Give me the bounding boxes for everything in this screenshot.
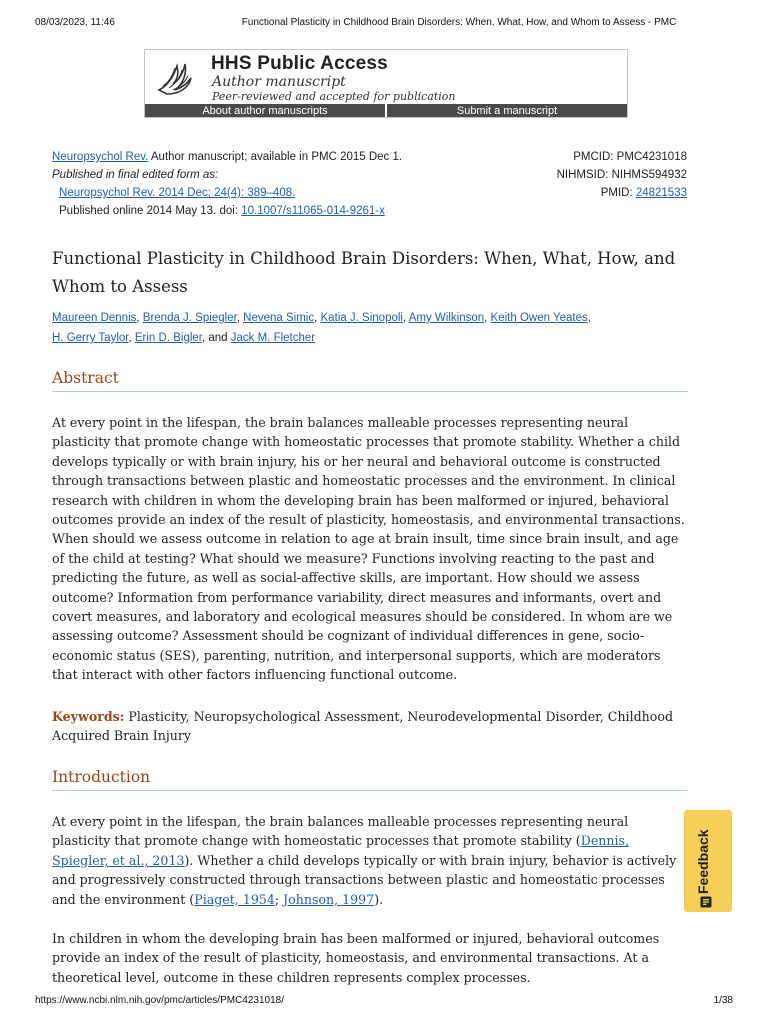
author-link[interactable]: Katia J. Sinopoli [320,312,403,324]
hhs-public-access-banner [144,49,628,118]
banner-link-bar [145,103,627,117]
print-footer [35,995,733,1009]
abstract-heading: Abstract [52,369,688,392]
author-list: Maureen Dennis, Brenda J. Spiegler, Nevena Simic, Katia J. Sinopoli, Amy Wilkinson, Keith Owen Yeates, H. Gerry Taylor, Erin D. Bigler, and Jack M. Fletcher [52,312,591,344]
print-datetime: 08/03/2023, 11:46 [35,17,115,28]
author-link[interactable]: H. Gerry Taylor [52,332,129,344]
keywords-text: Plasticity, Neuropsychological Assessment, Neurodevelopmental Disorder, Childhood Acquired Brain Injury [52,709,674,744]
author-link[interactable]: Erin D. Bigler [134,332,202,344]
article-ids [487,148,687,202]
print-doc-title: Functional Plasticity in Childhood Brain Disorders: When, What, How, and Whom to Assess - PMC [241,17,677,28]
journal-link[interactable]: Neuropsychol Rev. [52,151,149,163]
final-form-link[interactable]: Neuropsychol Rev. 2014 Dec; 24(4): 389–408. [59,187,296,199]
introduction-paragraph-1 [52,812,686,909]
author-link[interactable]: Maureen Dennis [52,312,137,324]
reference-link[interactable]: Piaget, 1954 [194,891,275,907]
author-link[interactable]: Keith Owen Yeates [490,312,588,324]
author-link[interactable]: Amy Wilkinson [408,312,485,324]
reference-link[interactable]: Johnson, 1997 [283,891,375,907]
print-url: https://www.ncbi.nlm.nih.gov/pmc/articles/PMC4231018/ [35,995,284,1006]
pmid-label: PMID: [600,187,636,199]
nihmsid: NIHMSID: NIHMS594932 [556,169,687,181]
print-page-number: 1/38 [713,995,733,1006]
introduction-paragraph-2: In children in whom the developing brain has been malformed or injured, behavioral outcomes provide an index of the result of plasticity, homeostasis, and environmental transactions. At a theoretical level, outcome in these children represents complex processes. [52,931,660,985]
intro-text: At every point in the lifespan, the brain balances malleable processes representing neural plasticity that promote change with homeostatic processes that promote stability ( [52,814,629,849]
final-form-line [52,184,472,202]
hhs-eagle-logo-icon [145,50,205,106]
feedback-label: Feedback [695,829,711,894]
author-link[interactable]: Brenda J. Spiegler [142,312,237,324]
abstract-text: At every point in the lifespan, the brain balances malleable processes representing neural plasticity that promote change with homeostatic processes that promote stability. Whether a child develops typically or with brain injury, his or her neural and behavioral outcome is constructed through transactions between plastic and homeostatic processes and the environment. In clinical research with children in whom the developing brain has been malformed or injured, behavioral outcomes provide an index of the result of plasticity, homeostasis, and environmental transactions. When should we assess outcome in relation to age at brain insult, time since brain insult, and age of the child at testing? What should we measure? Functions involving reacting to the past and predicting the future, as well as social-affective skills, are important. How should we assess outcome? Information from performance variability, direct measures and informants, overt and covert measures, and laboratory and ecological measures should be considered. In whom are we assessing outcome? Assessment should be cognizant of individual differences in gene, socio-economic status (SES), parenting, nutrition, and interpersonal supports, which are moderators that interact with other factors influencing functional outcome. [52,415,685,683]
feedback-button[interactable] [684,810,732,912]
banner-subtitle: Author manuscript [212,74,346,90]
feedback-icon [700,896,712,908]
authors-and: and [208,332,228,344]
submit-manuscript-link[interactable]: Submit a manuscript [456,105,558,117]
banner-tagline: Peer-reviewed and accepted for publication [212,90,456,103]
intro-text: ; [274,891,284,907]
published-online-text: Published online 2014 May 13. doi: [59,205,242,217]
citation-block [52,148,472,220]
article-title: Functional Plasticity in Childhood Brain Disorders: When, What, How, and Whom to Assess [52,249,676,296]
print-header [35,17,733,31]
author-link[interactable]: Jack M. Fletcher [230,332,316,344]
reference-link[interactable]: Dennis, Spiegler, et al., 2013 [52,833,630,868]
published-online-line [52,202,472,220]
published-final-label: Published in final edited form as: [52,169,219,181]
availability-text: Author manuscript; available in PMC 2015 Dec 1. [148,151,403,163]
keywords [52,707,686,746]
about-author-manuscripts-link[interactable]: About author manuscripts [145,104,387,117]
intro-text: ). Whether a child develops typically or with brain injury, behavior is actively and progressively constructed through transactions between plastic and homeostatic processes and the environment ( [52,852,677,907]
intro-text: ). [374,891,384,907]
keywords-label: Keywords: [52,709,125,724]
pmcid: PMCID: PMC4231018 [573,151,687,163]
pmid-link[interactable]: 24821533 [635,187,687,199]
pmid-line [487,184,687,202]
banner-title: HHS Public Access [211,53,388,74]
doi-link[interactable]: 10.1007/s11065-014-9261-x [241,205,385,217]
author-link[interactable]: Nevena Simic [243,312,315,324]
citation-availability-line [52,148,472,166]
introduction-heading: Introduction [52,768,688,791]
